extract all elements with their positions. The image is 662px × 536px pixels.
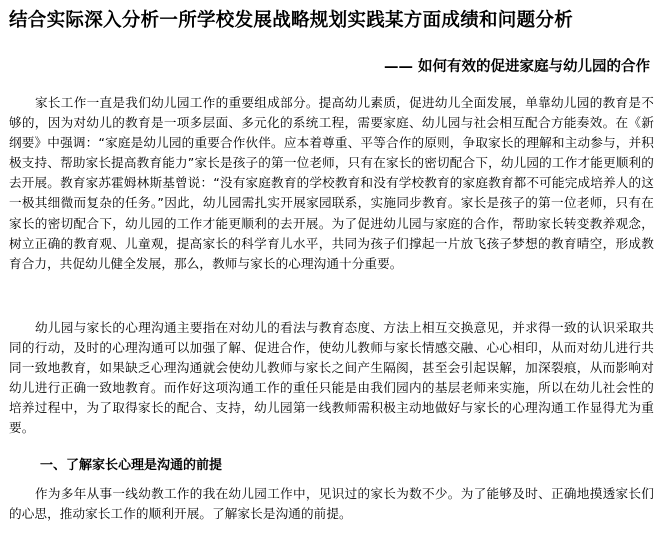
section-heading-1: 一、了解家长心理是沟通的前提 [40, 458, 223, 473]
paragraph-intro: 家长工作一直是我们幼儿园工作的重要组成部分。提高幼儿素质，促进幼儿全面发展，单靠幼儿园的教育是不够的，因为对幼儿的教育是一项多层面、多元化的系统工程，需要家庭、幼儿园与社会相互配合方能奏效。在《新纲要》中强调：“家庭是幼儿园的重要合作伙伴。应本着尊重、平等合作的原则，争取家长的理解和主动参与，并积极支持、帮助家长提高教育能力”家长是孩子的第一位老师，只有在家长的密切配合下，幼儿园的工作才能更顺利的去开展。教育家苏霍姆林斯基曾说：“没有家庭教育的学校教育和没有学校教育的家庭教育都不可能完成培养人的这一极其细微而复杂的任务。”因此，幼儿园需扎实开展家园联系，实施同步教育。家长是孩子的第一位老师，只有在家长的密切配合下，幼儿园的工作才能更顺利的去开展。为了促进幼儿园与家庭的合作，帮助家长转变教养观念，树立正确的教育观、儿童观，提高家长的科学育儿水平，共同为孩子们撑起一片放飞孩子梦想的教育晴空，形成教育合力，共促幼儿健全发展，那么，教师与家长的心理沟通十分重要。 [9, 95, 654, 271]
document-title: 结合实际深入分析一所学校发展战略规划实践某方面成绩和问题分析 [9, 10, 574, 31]
paragraph-section-1: 作为多年从事一线幼教工作的我在幼儿园工作中，见识过的家长为数不少。为了能够及时、正确地摸透家长们的心思，推动家长工作的顺利开展。了解家长是沟通的前提。 [9, 486, 654, 522]
document-subtitle: —— 如何有效的促进家庭与幼儿园的合作 [383, 58, 650, 75]
paragraph-communication: 幼儿园与家长的心理沟通主要指在对幼儿的看法与教育态度、方法上相互交换意见，并求得一致的认识采取共同的行动，及时的心理沟通可以加强了解、促进合作，使幼儿教师与家长情感交融、心心相印，从而对幼儿进行共同一致地教育，如果缺乏心理沟通就会使幼儿教师与家长之间产生隔阂，甚至会引起误解，加深裂痕，从而影响对幼儿进行正确一致地教育。而作好这项沟通工作的重任只能是由我们园内的基层老师来实施，所以在幼儿社会性的培养过程中，为了取得家长的配合、支持，幼儿园第一线教师需积极主动地做好与家长的心理沟通工作显得尤为重要。 [9, 320, 654, 436]
